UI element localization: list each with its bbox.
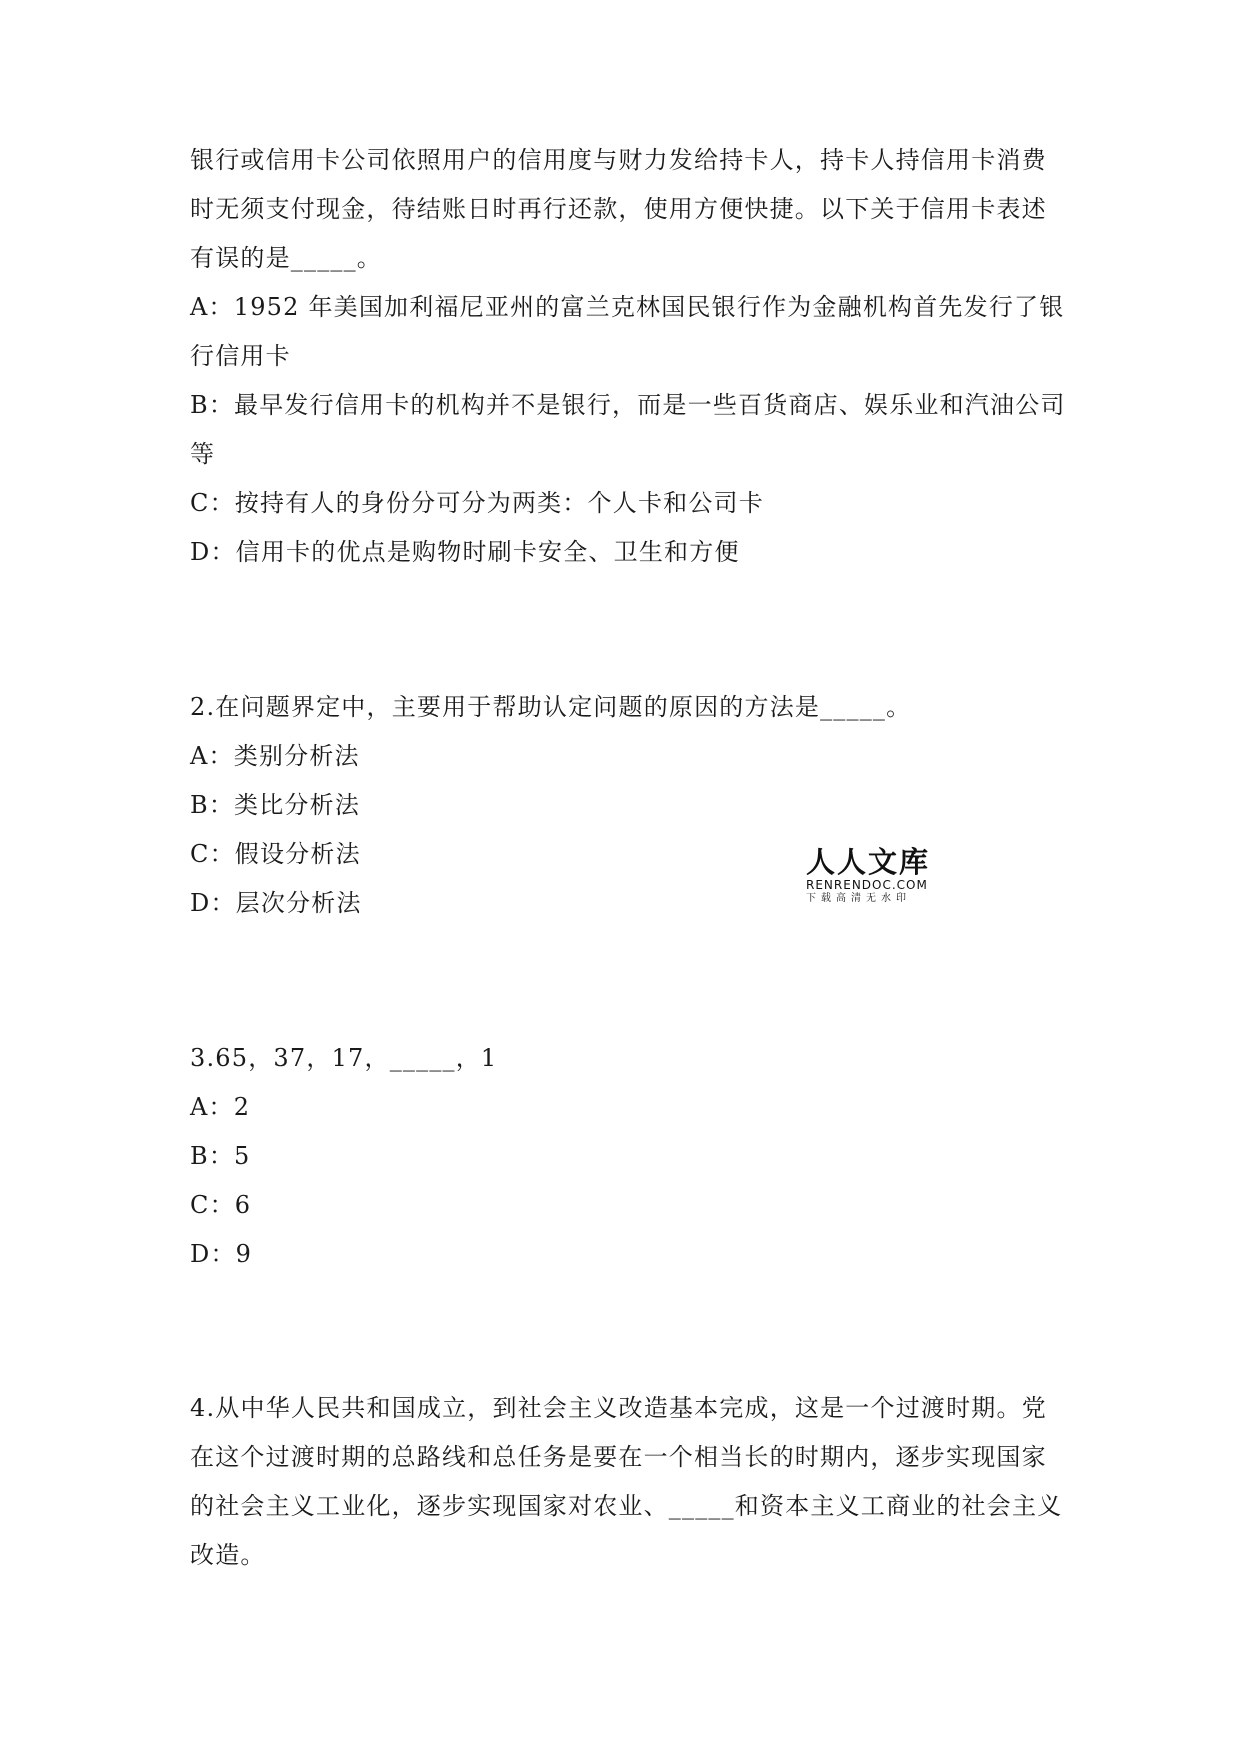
watermark-domain: RENRENDOC.COM	[806, 878, 928, 892]
q2-option-d: D：层次分析法	[190, 889, 362, 917]
q4-stem-line-2: 在这个过渡时期的总路线和总任务是要在一个相当长的时期内，逐步实现国家	[190, 1443, 1047, 1471]
q3-option-b: B：5	[190, 1142, 251, 1170]
q1-option-a-line-1: A：1952 年美国加利福尼亚州的富兰克林国民银行作为金融机构首先发行了银	[190, 293, 1065, 321]
q2-stem: 2.在问题界定中，主要用于帮助认定问题的原因的方法是_____。	[190, 693, 912, 721]
q1-stem-line-1: 银行或信用卡公司依照用户的信用度与财力发给持卡人，持卡人持信用卡消费	[190, 146, 1047, 174]
q1-option-b-line-1: B：最早发行信用卡的机构并不是银行，而是一些百货商店、娱乐业和汽油公司	[190, 391, 1066, 419]
q1-option-c: C：按持有人的身份分可分为两类：个人卡和公司卡	[190, 489, 764, 517]
q1-option-b-line-2: 等	[190, 440, 216, 468]
watermark-logo	[806, 846, 946, 906]
q3-option-a: A：2	[190, 1093, 251, 1121]
q2-option-a: A：类别分析法	[190, 742, 360, 770]
q1-option-a-line-2: 行信用卡	[190, 342, 291, 370]
q3-option-c: C：6	[190, 1191, 252, 1219]
q4-stem-line-4: 改造。	[190, 1541, 266, 1569]
q2-option-b: B：类比分析法	[190, 791, 361, 819]
q1-stem-line-3: 有误的是_____。	[190, 244, 382, 272]
q4-stem-line-3: 的社会主义工业化，逐步实现国家对农业、_____和资本主义工商业的社会主义	[190, 1492, 1063, 1520]
watermark-logo-text: 人人文库	[806, 845, 931, 879]
q1-option-d: D：信用卡的优点是购物时刷卡安全、卫生和方便	[190, 538, 740, 566]
q4-stem-line-1: 4.从中华人民共和国成立，到社会主义改造基本完成，这是一个过渡时期。党	[190, 1394, 1047, 1422]
q1-stem-line-2: 时无须支付现金，待结账日时再行还款，使用方便快捷。以下关于信用卡表述	[190, 195, 1047, 223]
q3-stem: 3.65，37，17，_____，1	[190, 1044, 498, 1072]
watermark-slogan: 下载高清无水印	[806, 893, 911, 904]
q2-option-c: C：假设分析法	[190, 840, 361, 868]
q3-option-d: D：9	[190, 1240, 253, 1268]
